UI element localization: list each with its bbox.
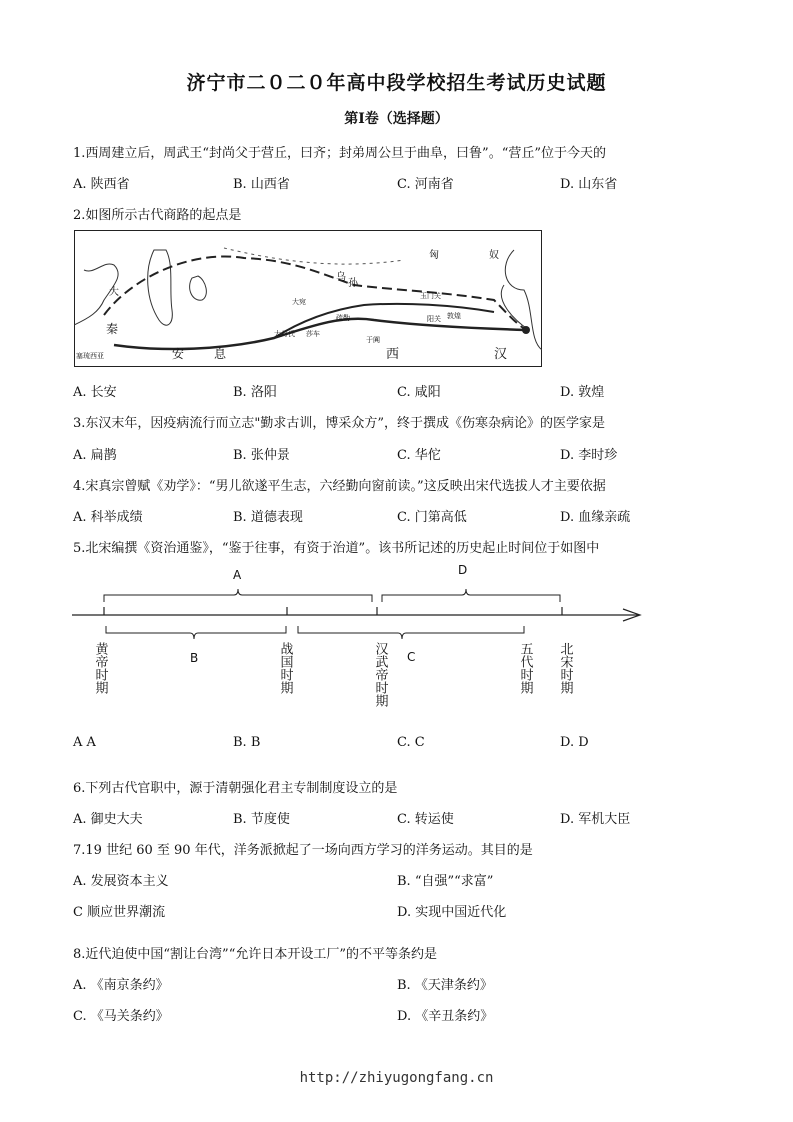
q3-option-c[interactable]: C. 华佗 xyxy=(397,448,441,463)
question-5-stem: 5.北宋编撰《资治通鉴》，“鉴于往事，有资于治道”。该书所记述的历史起止时间位于如图中 xyxy=(73,541,600,556)
period-huangdi: 黄帝时期 xyxy=(92,642,108,694)
map-label-wu: 乌 xyxy=(336,272,346,283)
q7-option-d[interactable]: D. 实现中国近代化 xyxy=(397,905,507,920)
bracket-b xyxy=(106,626,286,639)
q8-option-b[interactable]: B. 《天津条约》 xyxy=(397,978,493,993)
q4-option-a[interactable]: A. 科举成绩 xyxy=(73,510,143,525)
map-label-yutian: 于阗 xyxy=(366,336,380,344)
q1-option-a[interactable]: A. 陕西省 xyxy=(73,177,130,192)
map-label-shache: 莎车 xyxy=(306,330,320,338)
bracket-c xyxy=(298,626,524,639)
question-4-stem: 4.宋真宗曾赋《劝学》：“男儿欲遂平生志，六经勤向窗前读。”这反映出宋代选拔人才主要依据 xyxy=(73,479,606,494)
map-label-sun: 孙 xyxy=(348,278,358,289)
q3-option-d[interactable]: D. 李时珍 xyxy=(560,448,618,463)
footer-url[interactable]: http://zhiyugongfang.cn xyxy=(299,1070,494,1086)
q7-option-c[interactable]: C 顺应世界潮流 xyxy=(73,905,166,920)
history-timeline xyxy=(68,562,648,722)
map-label-dayuezhi: 大月氏 xyxy=(274,330,295,338)
bracket-d xyxy=(382,589,560,602)
q4-option-c[interactable]: C. 门第高低 xyxy=(397,510,467,525)
silk-road-map xyxy=(74,230,542,367)
q7-option-a[interactable]: A. 发展资本主义 xyxy=(73,874,169,889)
q6-option-a[interactable]: A. 御史大夫 xyxy=(73,812,143,827)
q1-option-d[interactable]: D. 山东省 xyxy=(560,177,618,192)
q6-option-d[interactable]: D. 军机大臣 xyxy=(560,812,631,827)
map-label-nu: 奴 xyxy=(489,250,499,261)
q5-option-d[interactable]: D. D xyxy=(560,735,589,750)
question-2-stem: 2.如图所示古代商路的起点是 xyxy=(73,208,242,223)
map-label-xiong: 匈 xyxy=(429,250,439,261)
map-label-dunhuang: 敦煌 xyxy=(447,312,461,320)
q2-option-a[interactable]: A. 长安 xyxy=(73,385,117,400)
map-label-seleucia: 塞琉西亚 xyxy=(76,352,104,360)
bracket-label-a: A xyxy=(233,568,242,582)
q1-option-c[interactable]: C. 河南省 xyxy=(397,177,454,192)
route-start-dot xyxy=(522,326,530,334)
q3-option-b[interactable]: B. 张仲景 xyxy=(233,448,290,463)
q5-option-b[interactable]: B. B xyxy=(233,735,261,750)
q8-option-d[interactable]: D. 《辛丑条约》 xyxy=(397,1009,494,1024)
bracket-a xyxy=(104,589,372,602)
question-8-stem: 8.近代迫使中国“割让台湾”“允许日本开设工厂”的不平等条约是 xyxy=(73,947,437,962)
map-label-shule: 疏勒 xyxy=(336,314,350,322)
exam-title: 济宁市二０二０年高中段学校招生考试历史试题 xyxy=(186,72,607,94)
bracket-label-b: B xyxy=(190,651,199,665)
question-1-stem: 1.西周建立后，周武王“封尚父于营丘，曰齐；封弟周公旦于曲阜，曰鲁”。“营丘”位于今天的 xyxy=(73,146,606,161)
question-3-stem: 3.东汉末年，因疫病流行而立志"勤求古训，博采众方”，终于撰成《伤寒杂病论》的医学家是 xyxy=(73,416,606,431)
section-title: 第Ⅰ卷（选择题） xyxy=(344,111,449,127)
map-label-da: 大 xyxy=(109,287,119,298)
q2-option-b[interactable]: B. 洛阳 xyxy=(233,385,277,400)
q2-option-d[interactable]: D. 敦煌 xyxy=(560,385,605,400)
q4-option-b[interactable]: B. 道德表现 xyxy=(233,510,303,525)
period-hanwudi: 汉武帝时期 xyxy=(372,642,388,707)
period-beisong: 北宋时期 xyxy=(557,642,573,694)
map-label-west: 西 xyxy=(386,347,400,362)
map-label-an: 安 xyxy=(172,347,185,361)
q1-option-b[interactable]: B. 山西省 xyxy=(233,177,290,192)
map-label-dayuan: 大宛 xyxy=(292,298,306,306)
q6-option-c[interactable]: C. 转运使 xyxy=(397,812,454,827)
q3-option-a[interactable]: A. 扁鹊 xyxy=(73,448,117,463)
bracket-label-d: D xyxy=(458,563,468,577)
q2-option-c[interactable]: C. 咸阳 xyxy=(397,385,441,400)
map-label-xi: 息 xyxy=(214,347,227,361)
period-wudai: 五代时期 xyxy=(517,642,533,694)
q6-option-b[interactable]: B. 节度使 xyxy=(233,812,290,827)
bracket-label-c: C xyxy=(407,650,416,664)
q5-option-c[interactable]: C. C xyxy=(397,735,425,750)
q4-option-d[interactable]: D. 血缘亲疏 xyxy=(560,510,631,525)
map-label-yangguan: 阳关 xyxy=(427,315,441,323)
map-label-han: 汉 xyxy=(494,347,508,362)
q8-option-a[interactable]: A. 《南京条约》 xyxy=(73,978,169,993)
map-label-yumenguan: 玉门关 xyxy=(420,292,441,300)
period-zhanguo: 战国时期 xyxy=(277,642,293,694)
map-label-qin: 秦 xyxy=(106,322,119,336)
q8-option-c[interactable]: C. 《马关条约》 xyxy=(73,1009,169,1024)
q5-option-a[interactable]: A A xyxy=(73,735,96,750)
question-7-stem: 7.19 世纪 60 至 90 年代，洋务派掀起了一场向西方学习的洋务运动。其目的是 xyxy=(73,843,533,858)
question-6-stem: 6.下列古代官职中，源于清朝强化君主专制制度设立的是 xyxy=(73,781,398,796)
q7-option-b[interactable]: B. “自强”“求富” xyxy=(397,874,494,889)
